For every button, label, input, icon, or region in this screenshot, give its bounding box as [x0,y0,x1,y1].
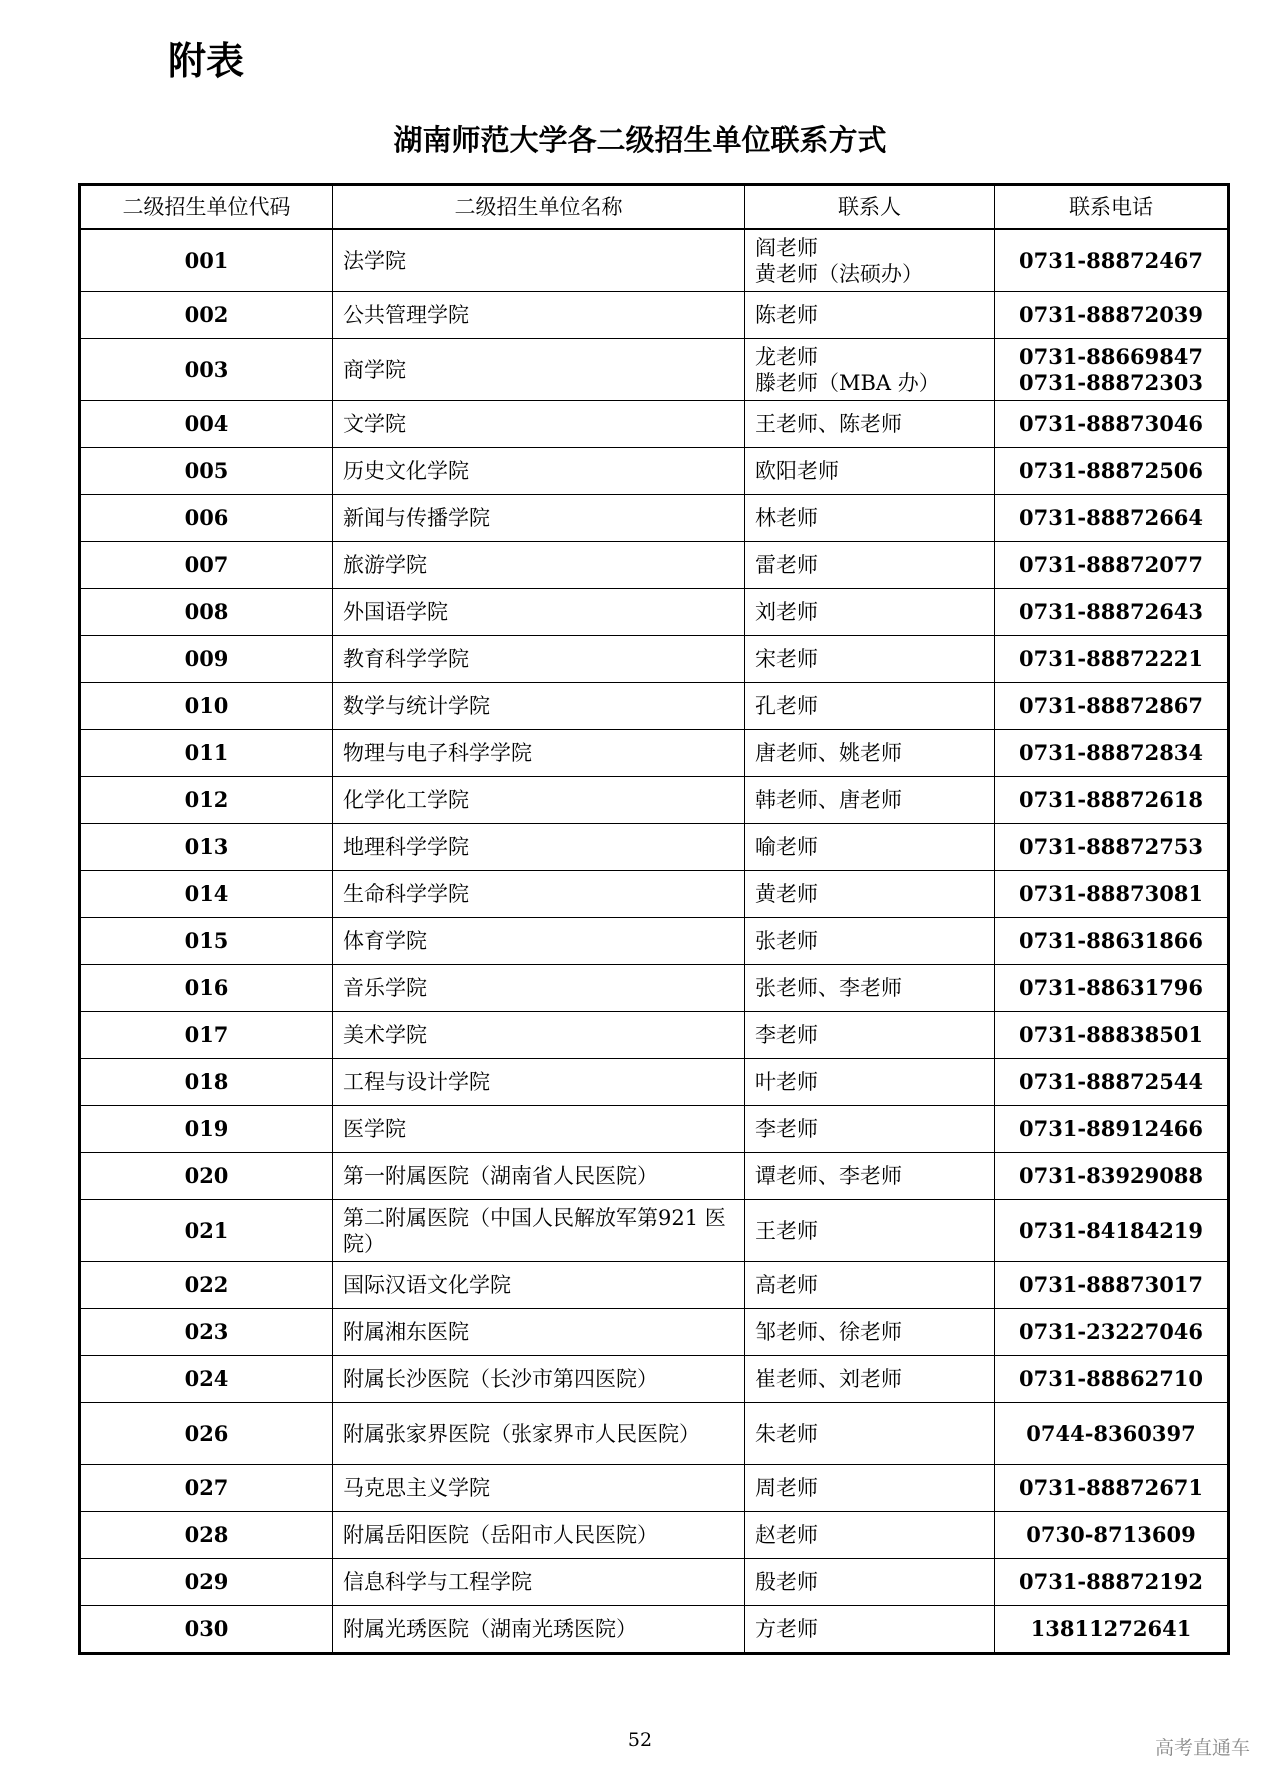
unit-code-cell: 007 [80,542,333,589]
document-title: 湖南师范大学各二级招生单位联系方式 [393,123,887,157]
unit-name-cell: 化学化工学院 [333,777,745,824]
contact-person-cell: 李老师 [745,1106,995,1153]
contact-phone-cell: 0731-88872618 [995,777,1229,824]
unit-code-cell: 024 [80,1356,333,1403]
contact-phone-cell: 0731-88872077 [995,542,1229,589]
table-row [80,339,1229,401]
contact-phone-cell: 0731-88873046 [995,401,1229,448]
contact-phone-cell: 0731-84184219 [995,1200,1229,1262]
unit-name-cell: 附属光琇医院（湖南光琇医院） [333,1606,745,1654]
contacts-table [78,183,1230,1655]
unit-name-cell: 附属长沙医院（长沙市第四医院） [333,1356,745,1403]
unit-code-cell: 008 [80,589,333,636]
contact-phone-cell: 0731-88872753 [995,824,1229,871]
contact-person-cell: 韩老师、唐老师 [745,777,995,824]
table-row [80,1512,1229,1559]
table-row [80,448,1229,495]
unit-name-cell: 附属岳阳医院（岳阳市人民医院） [333,1512,745,1559]
unit-name-cell: 体育学院 [333,918,745,965]
unit-code-cell: 027 [80,1465,333,1512]
table-row [80,1559,1229,1606]
unit-code-cell: 006 [80,495,333,542]
unit-name-cell: 外国语学院 [333,589,745,636]
unit-name-cell: 马克思主义学院 [333,1465,745,1512]
contact-person-cell: 喻老师 [745,824,995,871]
header-contact-person: 联系人 [745,185,995,230]
unit-name-cell: 数学与统计学院 [333,683,745,730]
unit-name-cell: 商学院 [333,339,745,401]
unit-code-cell: 010 [80,683,333,730]
contact-person-cell: 林老师 [745,495,995,542]
unit-code-cell: 012 [80,777,333,824]
table-row [80,1465,1229,1512]
contact-person-cell: 黄老师 [745,871,995,918]
unit-code-cell: 011 [80,730,333,777]
table-row [80,1153,1229,1200]
unit-code-cell: 022 [80,1262,333,1309]
table-row [80,777,1229,824]
contact-phone-cell: 0744-8360397 [995,1403,1229,1465]
contact-person-cell: 孔老师 [745,683,995,730]
unit-name-cell: 历史文化学院 [333,448,745,495]
unit-name-cell: 医学院 [333,1106,745,1153]
contact-person-cell: 邹老师、徐老师 [745,1309,995,1356]
contact-person-cell: 朱老师 [745,1403,995,1465]
page-label: 附表 [168,39,245,83]
contact-person-cell: 李老师 [745,1012,995,1059]
contact-phone-cell: 0731-88872664 [995,495,1229,542]
unit-name-cell: 公共管理学院 [333,292,745,339]
contact-person-cell: 赵老师 [745,1512,995,1559]
table-row [80,918,1229,965]
unit-code-cell: 023 [80,1309,333,1356]
unit-code-cell: 002 [80,292,333,339]
unit-name-cell: 旅游学院 [333,542,745,589]
contact-phone-cell: 0731-88872643 [995,589,1229,636]
contact-person-cell: 王老师、陈老师 [745,401,995,448]
contact-phone-cell: 0731-88631796 [995,965,1229,1012]
contact-phone-cell: 0731-88872039 [995,292,1229,339]
contact-person-cell: 陈老师 [745,292,995,339]
header-contact-phone: 联系电话 [995,185,1229,230]
contact-person-cell: 阎老师 黄老师（法硕办） [745,229,995,292]
table-header-row [80,185,1229,230]
unit-code-cell: 013 [80,824,333,871]
unit-name-cell: 工程与设计学院 [333,1059,745,1106]
unit-code-cell: 026 [80,1403,333,1465]
unit-code-cell: 028 [80,1512,333,1559]
unit-code-cell: 019 [80,1106,333,1153]
contact-person-cell: 方老师 [745,1606,995,1654]
contact-phone-cell: 0731-88873017 [995,1262,1229,1309]
unit-name-cell: 美术学院 [333,1012,745,1059]
contact-person-cell: 龙老师 滕老师（MBA 办） [745,339,995,401]
unit-name-cell: 音乐学院 [333,965,745,1012]
contact-phone-cell: 0731-88872467 [995,229,1229,292]
unit-code-cell: 004 [80,401,333,448]
header-unit-code: 二级招生单位代码 [80,185,333,230]
unit-code-cell: 030 [80,1606,333,1654]
table-row [80,636,1229,683]
contact-phone-cell: 0731-88669847 0731-88872303 [995,339,1229,401]
unit-name-cell: 附属张家界医院（张家界市人民医院） [333,1403,745,1465]
contact-phone-cell: 0731-88631866 [995,918,1229,965]
table-row [80,1606,1229,1654]
unit-code-cell: 005 [80,448,333,495]
table-row [80,495,1229,542]
unit-name-cell: 信息科学与工程学院 [333,1559,745,1606]
contact-person-cell: 崔老师、刘老师 [745,1356,995,1403]
contact-phone-cell: 0731-88838501 [995,1012,1229,1059]
unit-name-cell: 物理与电子科学学院 [333,730,745,777]
unit-name-cell: 新闻与传播学院 [333,495,745,542]
table-row [80,1200,1229,1262]
unit-code-cell: 021 [80,1200,333,1262]
contact-phone-cell: 0731-88873081 [995,871,1229,918]
contact-person-cell: 欧阳老师 [745,448,995,495]
unit-code-cell: 003 [80,339,333,401]
unit-code-cell: 020 [80,1153,333,1200]
unit-code-cell: 001 [80,229,333,292]
table-row [80,1012,1229,1059]
contact-person-cell: 叶老师 [745,1059,995,1106]
unit-name-cell: 法学院 [333,229,745,292]
contact-phone-cell: 13811272641 [995,1606,1229,1654]
unit-name-cell: 国际汉语文化学院 [333,1262,745,1309]
unit-code-cell: 017 [80,1012,333,1059]
unit-code-cell: 029 [80,1559,333,1606]
watermark: 高考直通车 [1154,1737,1250,1759]
contact-person-cell: 张老师、李老师 [745,965,995,1012]
contact-phone-cell: 0731-88912466 [995,1106,1229,1153]
table-row [80,965,1229,1012]
contact-person-cell: 谭老师、李老师 [745,1153,995,1200]
page-number: 52 [627,1729,653,1751]
header-unit-name: 二级招生单位名称 [333,185,745,230]
table-row [80,401,1229,448]
table-row [80,871,1229,918]
unit-code-cell: 009 [80,636,333,683]
table-row [80,589,1229,636]
contact-person-cell: 张老师 [745,918,995,965]
contact-phone-cell: 0731-23227046 [995,1309,1229,1356]
contact-person-cell: 刘老师 [745,589,995,636]
table-row [80,824,1229,871]
unit-name-cell: 第二附属医院（中国人民解放军第921 医院） [333,1200,745,1262]
table-row [80,292,1229,339]
contact-phone-cell: 0731-88872221 [995,636,1229,683]
contact-phone-cell: 0731-88872867 [995,683,1229,730]
contact-phone-cell: 0730-8713609 [995,1512,1229,1559]
contact-person-cell: 唐老师、姚老师 [745,730,995,777]
contact-person-cell: 宋老师 [745,636,995,683]
table-row [80,1059,1229,1106]
contact-person-cell: 雷老师 [745,542,995,589]
unit-code-cell: 015 [80,918,333,965]
unit-name-cell: 第一附属医院（湖南省人民医院） [333,1153,745,1200]
contact-phone-cell: 0731-88862710 [995,1356,1229,1403]
table-body [80,229,1229,1654]
unit-code-cell: 018 [80,1059,333,1106]
contact-phone-cell: 0731-88872544 [995,1059,1229,1106]
table-row [80,683,1229,730]
table-row [80,1106,1229,1153]
contact-phone-cell: 0731-88872506 [995,448,1229,495]
table-row [80,1356,1229,1403]
contact-person-cell: 殷老师 [745,1559,995,1606]
table-row [80,542,1229,589]
contact-person-cell: 王老师 [745,1200,995,1262]
table-row [80,1309,1229,1356]
unit-name-cell: 教育科学学院 [333,636,745,683]
unit-name-cell: 地理科学学院 [333,824,745,871]
contact-phone-cell: 0731-83929088 [995,1153,1229,1200]
contact-phone-cell: 0731-88872192 [995,1559,1229,1606]
contact-phone-cell: 0731-88872671 [995,1465,1229,1512]
table-row [80,229,1229,292]
unit-name-cell: 文学院 [333,401,745,448]
contact-person-cell: 高老师 [745,1262,995,1309]
contact-person-cell: 周老师 [745,1465,995,1512]
unit-code-cell: 014 [80,871,333,918]
table-row [80,730,1229,777]
table-row [80,1262,1229,1309]
unit-code-cell: 016 [80,965,333,1012]
table-row [80,1403,1229,1465]
unit-name-cell: 附属湘东医院 [333,1309,745,1356]
unit-name-cell: 生命科学学院 [333,871,745,918]
contact-phone-cell: 0731-88872834 [995,730,1229,777]
